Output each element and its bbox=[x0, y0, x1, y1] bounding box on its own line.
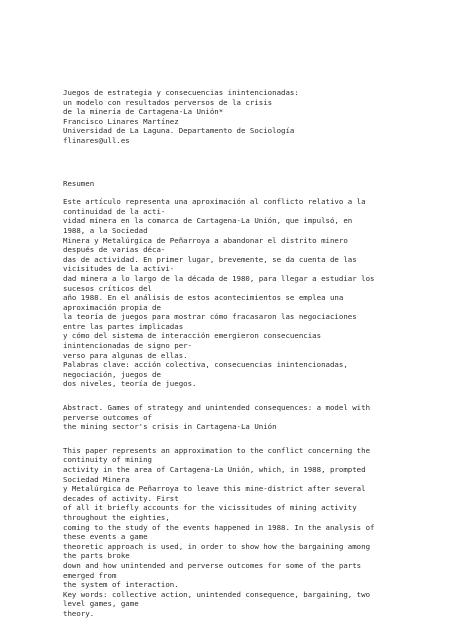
resumen-line: año 1988. En el análisis de estos acontecimientos se emplea una bbox=[63, 293, 344, 303]
keywords-line: Palabras clave: acción colectiva, consecuencias inintencionadas, bbox=[63, 360, 348, 370]
keywords-line: level games, game bbox=[63, 599, 139, 609]
resumen-line: inintencionadas de signo per- bbox=[63, 341, 193, 351]
resumen-line: dad minera a lo largo de la década de 1980, para llegar a estudiar los bbox=[63, 273, 375, 283]
abstract-line: This paper represents an approximation to the conflict concerning the bbox=[63, 445, 371, 455]
abstract-line: these events a game bbox=[63, 532, 148, 542]
abstract-line: emerged from bbox=[63, 570, 117, 580]
author-affiliation: Universidad de La Laguna. Departamento de Sociología bbox=[63, 126, 295, 136]
resumen-line: aproximación propia de bbox=[63, 302, 161, 312]
author-email: flinares@ull.es bbox=[63, 135, 130, 145]
resumen-line: vidad minera en la comarca de Cartagena-La Unión, que impulsó, en bbox=[63, 216, 353, 226]
resumen-line: das de actividad. En primer lugar, brevemente, se da cuenta de las bbox=[63, 254, 357, 264]
abstract-title-line: Abstract. Games of strategy and unintended consequences: a model with bbox=[63, 403, 371, 413]
abstract-line: decades of activity. First bbox=[63, 493, 179, 503]
abstract-line: of all it briefly accounts for the vicissitudes of mining activity bbox=[63, 503, 357, 513]
title-block bbox=[63, 88, 393, 146]
abstract-line: continuity of mining bbox=[63, 455, 152, 465]
keywords-line: theory. bbox=[63, 608, 95, 618]
resumen-keywords bbox=[63, 360, 393, 389]
abstract-line: Sociedad Minera bbox=[63, 474, 130, 484]
resumen-line: 1988, a la Sociedad bbox=[63, 225, 148, 235]
keywords-line: dos niveles, teoría de juegos. bbox=[63, 379, 197, 389]
abstract-line: activity in the area of Cartagena-La Unión, which, in 1988, prompted bbox=[63, 465, 366, 474]
resumen-line: Este artículo representa una aproximación al conflicto relativo a la bbox=[63, 197, 366, 207]
resumen-line: continuidad de la acti- bbox=[63, 206, 166, 216]
resumen-line: y cómo del sistema de interacción emergieron consecuencias bbox=[63, 331, 322, 341]
abstract-line: coming to the study of the events happened in 1988. In the analysis of bbox=[63, 522, 375, 532]
title-line: un modelo con resultados perversos de la crisis bbox=[63, 97, 273, 107]
resumen-body bbox=[63, 197, 393, 360]
abstract-line: throughout the eighties, bbox=[63, 512, 170, 522]
keywords-line: Key words: collective action, unintended consequence, bargaining, two bbox=[63, 589, 371, 599]
document-text bbox=[63, 88, 393, 619]
keywords-line: negociación, juegos de bbox=[63, 369, 161, 379]
author-name: Francisco Linares Martínez bbox=[63, 116, 179, 126]
abstract-title-line: perverse outcomes of bbox=[63, 412, 152, 422]
resumen-line: la teoría de juegos para mostrar cómo fracasaron las negociaciones bbox=[63, 312, 357, 322]
abstract-line: the parts broke bbox=[63, 551, 130, 561]
abstract-body bbox=[63, 446, 393, 590]
abstract-line: theoretic approach is used, in order to show how the bargaining among bbox=[63, 541, 371, 551]
resumen-line: vicisitudes de la activi- bbox=[63, 264, 175, 274]
abstract-title bbox=[63, 403, 393, 432]
abstract-line: y Metalúrgica de Peñarroya to leave this mine-district after several bbox=[63, 484, 366, 494]
resumen-line: verso para algunas de ellas. bbox=[63, 350, 188, 360]
resumen-line: sucesos críticos del bbox=[63, 283, 152, 293]
resumen-line: Minera y Metalúrgica de Peñarroya a abandonar el distrito minero bbox=[63, 235, 348, 245]
abstract-keywords bbox=[63, 590, 393, 619]
abstract-title-line: the mining sector's crisis in Cartagena-La Unión bbox=[63, 422, 277, 432]
title-line: Juegos de estrategia y consecuencias inintencionadas: bbox=[63, 88, 299, 97]
resumen-heading: Resumen bbox=[63, 178, 95, 188]
title-line: de la minería de Cartagena-La Unión* bbox=[63, 107, 224, 117]
resumen-line: después de varias déca- bbox=[63, 245, 166, 255]
abstract-line: the system of interaction. bbox=[63, 580, 179, 590]
resumen-line: entre las partes implicadas bbox=[63, 321, 184, 331]
abstract-line: down and how unintended and perverse outcomes for some of the parts bbox=[63, 560, 362, 570]
